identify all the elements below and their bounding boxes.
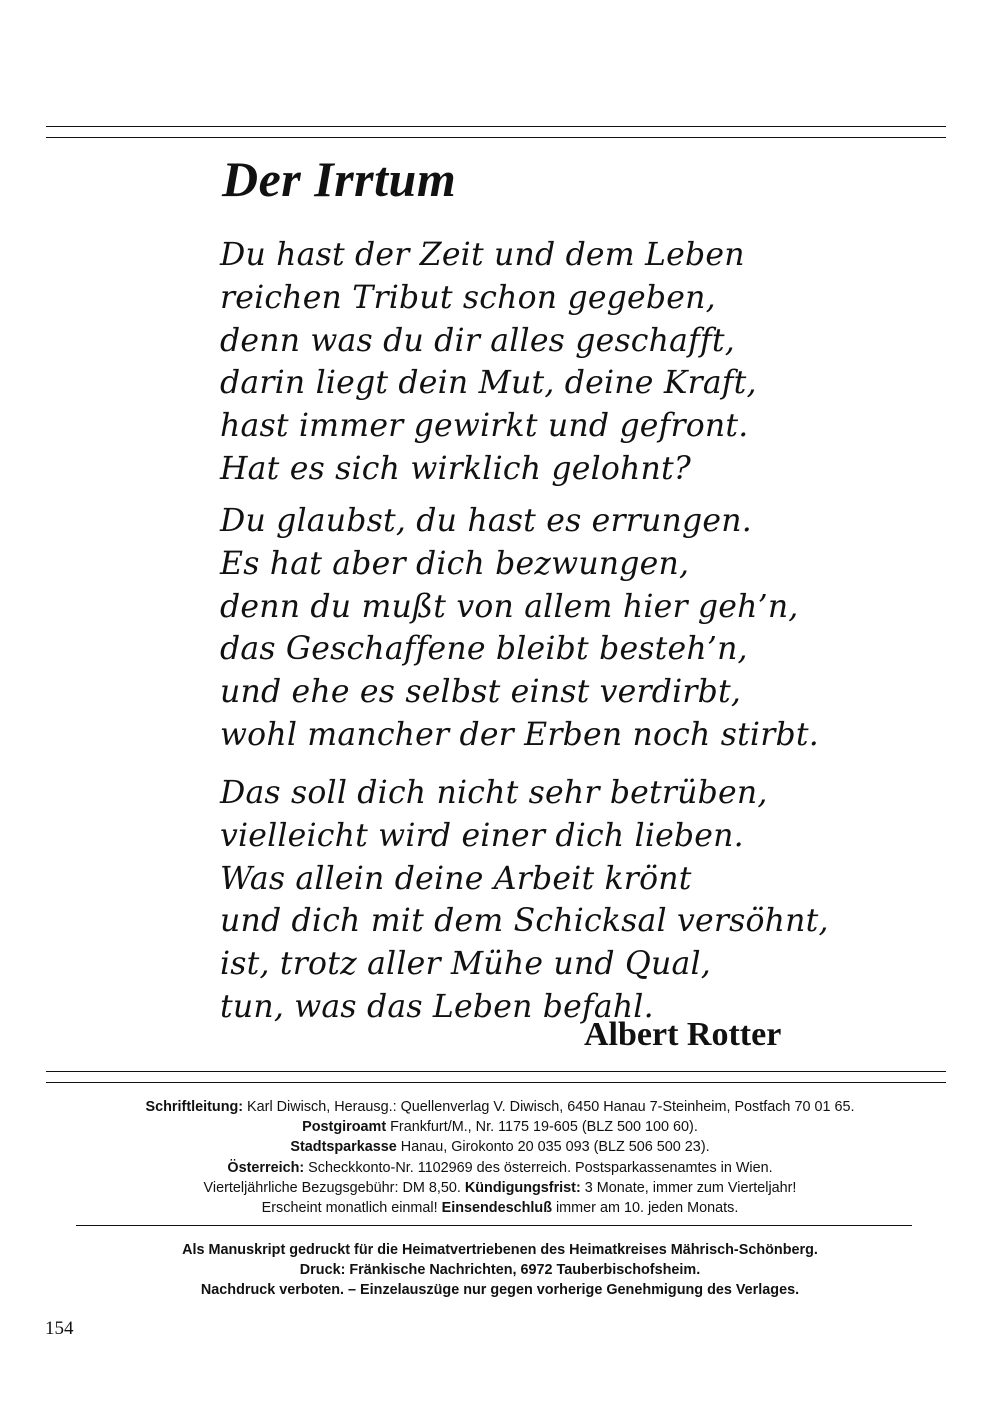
poem-stanza-1	[220, 234, 757, 491]
imprint-postgiro-line	[50, 1117, 950, 1137]
poem-stanza-3	[220, 772, 829, 1029]
top-rule-1	[46, 126, 946, 127]
poem-line: Es hat aber dich bezwungen,	[220, 545, 690, 582]
poem-line: Du hast der Zeit und dem Leben	[220, 237, 745, 273]
imprint-rule-1	[46, 1071, 946, 1072]
imprint-editor-label: Schriftleitung:	[145, 1099, 244, 1115]
poem-line: Du glaubst, du hast es errungen.	[220, 503, 752, 539]
poem-line: Das soll dich nicht sehr betrüben,	[220, 775, 768, 811]
print-note-printer: Druck: Fränkische Nachrichten, 6972 Tauberbischofsheim.	[299, 1262, 701, 1279]
poem-line: und ehe es selbst einst verdirbt,	[220, 674, 742, 711]
page-number: 154	[45, 1318, 74, 1339]
imprint-block	[50, 1097, 950, 1218]
imprint-schedule-text: Erscheint monatlich einmal!	[261, 1200, 442, 1217]
poem-line: ist, trotz aller Mühe und Qual,	[220, 946, 711, 983]
imprint-sparkasse-line	[50, 1137, 950, 1157]
imprint-postgiro-text: Frankfurt/M., Nr. 1175 19-605 (BLZ 500 100 60).	[386, 1119, 698, 1136]
poem-line: Was allein deine Arbeit krönt	[220, 860, 692, 897]
imprint-cancel-label: Kündigungsfrist:	[464, 1179, 581, 1196]
imprint-austria-line	[50, 1158, 950, 1178]
poem-line: reichen Tribut schon gegeben,	[220, 279, 716, 316]
imprint-cancel-text: 3 Monate, immer zum Vierteljahr!	[580, 1179, 797, 1196]
poem-author: Albert Rotter	[584, 1016, 782, 1053]
imprint-sparkasse-label: Stadtsparkasse	[290, 1139, 397, 1156]
imprint-editor-text: Karl Diwisch, Herausg.: Quellenverlag V. Diwisch, 6450 Hanau 7-Steinheim, Postfach 70 01 65.	[243, 1099, 855, 1115]
poem-line: vielleicht wird einer dich lieben.	[220, 817, 744, 854]
imprint-schedule-line	[50, 1198, 950, 1218]
imprint-austria-label: Österreich:	[227, 1159, 305, 1176]
poem-line: und dich mit dem Schicksal versöhnt,	[220, 903, 829, 940]
poem-line: tun, was das Leben befahl.	[220, 988, 654, 1025]
poem-line: hast immer gewirkt und gefront.	[220, 408, 749, 445]
poem-line: Hat es sich wirklich gelohnt?	[220, 450, 691, 487]
imprint-deadline-label: Einsendeschluß	[441, 1200, 552, 1217]
print-note-manuscript: Als Manuskript gedruckt für die Heimatvertriebenen des Heimatkreises Mährisch-Schönberg.	[182, 1242, 818, 1258]
poem-title: Der Irrtum	[222, 151, 457, 207]
imprint-austria-text: Scheckkonto-Nr. 1102969 des österreich. Postsparkassenamtes in Wien.	[304, 1159, 773, 1176]
imprint-editor-line	[50, 1097, 950, 1117]
print-note-reprint: Nachdruck verboten. – Einzelauszüge nur gegen vorherige Genehmigung des Verlages.	[200, 1282, 800, 1299]
poem-line: denn was du dir alles geschafft,	[220, 322, 735, 359]
imprint-deadline-text: immer am 10. jeden Monats.	[551, 1200, 739, 1217]
imprint-postgiro-label: Postgiroamt	[302, 1119, 387, 1136]
imprint-fee-text: Vierteljährliche Bezugsgebühr: DM 8,50.	[203, 1179, 465, 1196]
poem-line: denn du mußt von allem hier geh’n,	[220, 588, 799, 625]
top-rule-2	[46, 137, 946, 138]
poem-stanza-2	[220, 500, 819, 757]
imprint-rule-2	[46, 1082, 946, 1083]
imprint-fee-line	[50, 1178, 950, 1198]
poem-line: das Geschaffene bleibt besteh’n,	[220, 631, 748, 668]
poem-line: darin liegt dein Mut, deine Kraft,	[220, 365, 757, 402]
imprint-sparkasse-text: Hanau, Girokonto 20 035 093 (BLZ 506 500 23).	[396, 1139, 710, 1156]
poem-line: wohl mancher der Erben noch stirbt.	[220, 716, 819, 753]
print-note-block	[50, 1240, 950, 1301]
print-note-rule	[76, 1225, 912, 1226]
